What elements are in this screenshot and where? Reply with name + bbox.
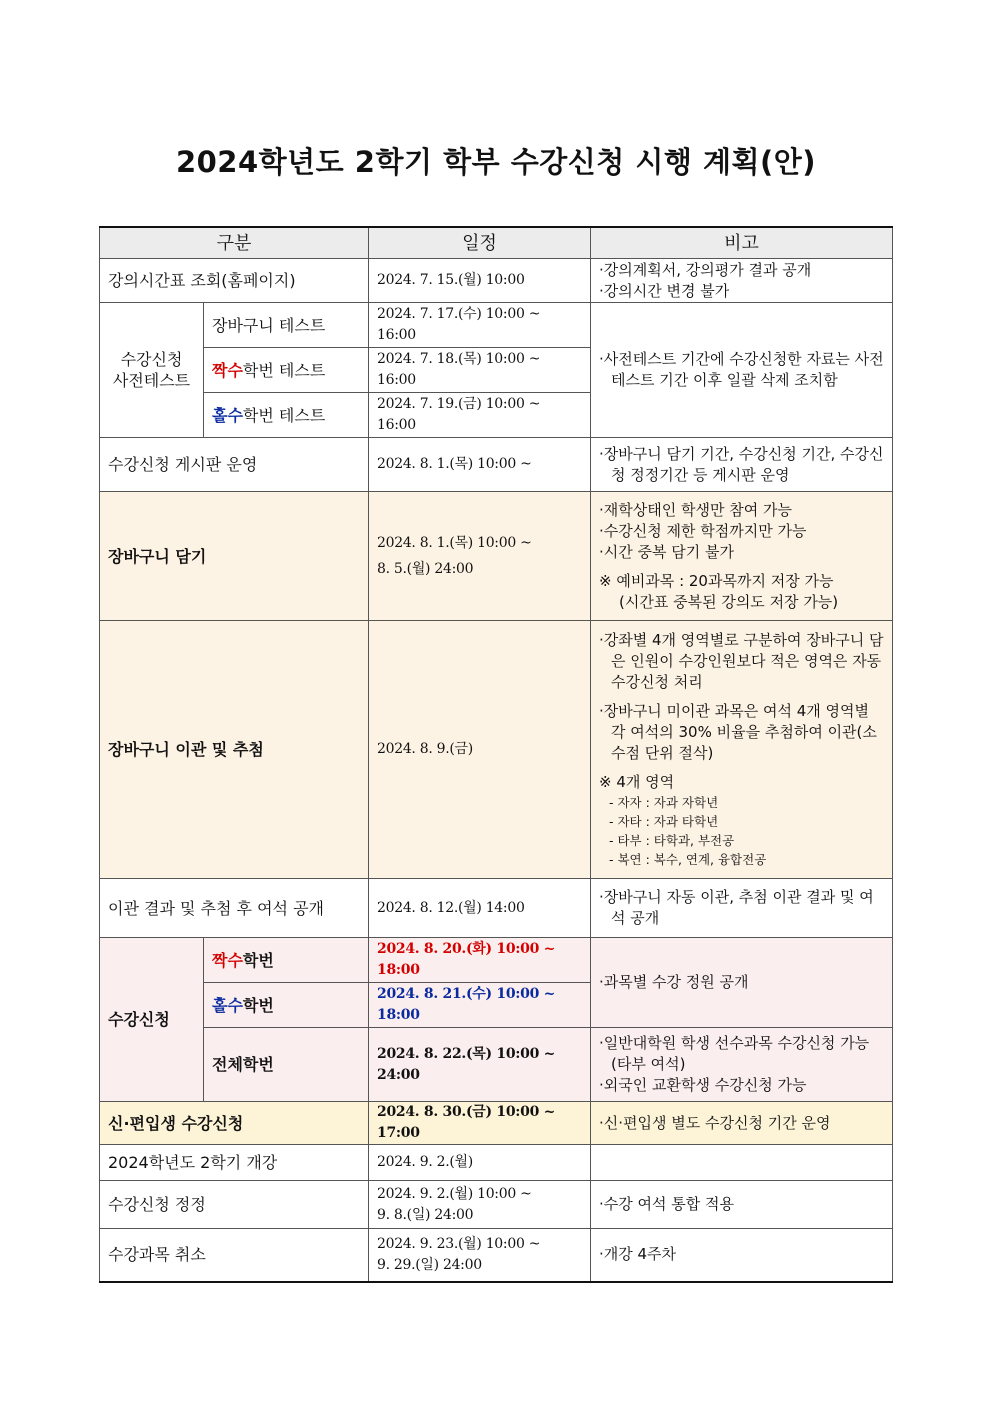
row-note bbox=[591, 621, 893, 879]
note-line: ·과목별 수강 정원 공개 bbox=[599, 973, 749, 991]
note-line: ·장바구니 자동 이관, 추첨 이관 결과 및 여석 공개 bbox=[599, 888, 874, 927]
row-label: 강의시간표 조회(홈페이지) bbox=[100, 259, 369, 303]
table-row bbox=[100, 1028, 893, 1102]
note-line: ·수강신청 제한 학점까지만 가능 bbox=[599, 521, 807, 540]
row-schedule: 2024. 8. 30.(금) 10:00 ~ 17:00 bbox=[369, 1102, 591, 1145]
table-row bbox=[100, 879, 893, 938]
row-label: 신·편입생 수강신청 bbox=[100, 1102, 369, 1145]
schedule-line: 9. 8.(일) 24:00 bbox=[377, 1206, 474, 1223]
note-line: ·일반대학원 학생 선수과목 수강신청 가능(타부 여석) bbox=[599, 1034, 870, 1073]
table-row bbox=[100, 1229, 893, 1282]
row-label: 장바구니 이관 및 추첨 bbox=[100, 621, 369, 879]
table-row bbox=[100, 938, 893, 983]
row-note bbox=[591, 879, 893, 938]
row-label: 2024학년도 2학기 개강 bbox=[100, 1145, 369, 1181]
header-note: 비고 bbox=[591, 227, 893, 259]
schedule-line: 2024. 9. 23.(월) 10:00 ~ bbox=[377, 1235, 541, 1252]
schedule-table bbox=[99, 226, 893, 1283]
row-note bbox=[591, 1229, 893, 1282]
row-label bbox=[204, 938, 369, 983]
row-label: 수강신청 게시판 운영 bbox=[100, 438, 369, 492]
table-row bbox=[100, 1181, 893, 1229]
remark-line: ※ 예비과목 : 20과목까지 저장 가능 bbox=[599, 571, 834, 590]
remark-line: ※ 4개 영역 bbox=[599, 773, 675, 791]
row-label: 수강과목 취소 bbox=[100, 1229, 369, 1282]
header-category: 구분 bbox=[100, 227, 369, 259]
row-label: 장바구니 담기 bbox=[100, 492, 369, 621]
area-line: - 복연 : 복수, 연계, 융합전공 bbox=[609, 852, 767, 867]
row-label bbox=[204, 393, 369, 438]
row-label: 장바구니 테스트 bbox=[204, 303, 369, 348]
table-row bbox=[100, 259, 893, 303]
row-schedule bbox=[369, 492, 591, 621]
group-label-pretest: 수강신청 사전테스트 bbox=[100, 303, 204, 438]
header-schedule: 일정 bbox=[369, 227, 591, 259]
row-note bbox=[591, 303, 893, 438]
area-line: - 자자 : 자과 자학년 bbox=[609, 795, 719, 810]
area-line: - 자타 : 자과 타학년 bbox=[609, 814, 719, 829]
row-schedule: 2024. 7. 15.(월) 10:00 bbox=[369, 259, 591, 303]
even-highlight: 짝수 bbox=[212, 950, 243, 970]
note-line: ·강의시간 변경 불가 bbox=[599, 281, 730, 300]
row-schedule: 2024. 7. 19.(금) 10:00 ~ 16:00 bbox=[369, 393, 591, 438]
note-line: ·시간 중복 담기 불가 bbox=[599, 542, 734, 561]
row-note bbox=[591, 492, 893, 621]
row-schedule: 2024. 8. 1.(목) 10:00 ~ bbox=[369, 438, 591, 492]
row-note bbox=[591, 1028, 893, 1102]
area-line: - 타부 : 타학과, 부전공 bbox=[609, 833, 735, 848]
schedule-line: 8. 5.(월) 24:00 bbox=[377, 560, 474, 577]
row-schedule bbox=[369, 1229, 591, 1282]
label-rest: 학번 테스트 bbox=[242, 405, 326, 425]
table-row bbox=[100, 1102, 893, 1145]
note-line: ·외국인 교환학생 수강신청 가능 bbox=[599, 1076, 807, 1094]
row-schedule: 2024. 8. 12.(월) 14:00 bbox=[369, 879, 591, 938]
row-note bbox=[591, 1181, 893, 1229]
table-row bbox=[100, 1145, 893, 1181]
row-label: 이관 결과 및 추첨 후 여석 공개 bbox=[100, 879, 369, 938]
schedule-line: 2024. 9. 2.(월) 10:00 ~ bbox=[377, 1185, 532, 1202]
row-label bbox=[204, 983, 369, 1028]
note-line: ·장바구니 미이관 과목은 여석 4개 영역별 각 여석의 30% 비율을 추첨하여 이관(소수점 단위 절삭) bbox=[599, 702, 877, 762]
row-label: 수강신청 정정 bbox=[100, 1181, 369, 1229]
table-row bbox=[100, 621, 893, 879]
table-row bbox=[100, 303, 893, 348]
table-header-row bbox=[100, 227, 893, 259]
note-line: ·장바구니 담기 기간, 수강신청 기간, 수강신청 정정기간 등 게시판 운영 bbox=[599, 444, 884, 484]
group-label-registration: 수강신청 bbox=[100, 938, 204, 1102]
even-highlight: 짝수 bbox=[212, 360, 243, 380]
label-rest: 학번 bbox=[242, 995, 274, 1015]
note-line: ·재학상태인 학생만 참여 가능 bbox=[599, 500, 792, 519]
row-note bbox=[591, 259, 893, 303]
row-note bbox=[591, 1145, 893, 1181]
row-label: 전체학번 bbox=[204, 1028, 369, 1102]
row-note bbox=[591, 1102, 893, 1145]
row-schedule: 2024. 8. 21.(수) 10:00 ~ 18:00 bbox=[369, 983, 591, 1028]
note-line: ·강좌별 4개 영역별로 구분하여 장바구니 담은 인원이 수강인원보다 적은 영역은 자동 수강신청 처리 bbox=[599, 631, 884, 691]
note-line: ·수강 여석 통합 적용 bbox=[599, 1195, 734, 1213]
row-note bbox=[591, 938, 893, 1028]
row-schedule bbox=[369, 1181, 591, 1229]
table-row bbox=[100, 438, 893, 492]
label-rest: 학번 bbox=[242, 950, 274, 970]
row-schedule: 2024. 8. 20.(화) 10:00 ~ 18:00 bbox=[369, 938, 591, 983]
note-line: ·강의계획서, 강의평가 결과 공개 bbox=[599, 260, 812, 279]
row-schedule: 2024. 9. 2.(월) bbox=[369, 1145, 591, 1181]
row-note bbox=[591, 438, 893, 492]
row-label bbox=[204, 348, 369, 393]
label-rest: 학번 테스트 bbox=[242, 360, 326, 380]
schedule-line: 2024. 8. 1.(목) 10:00 ~ bbox=[377, 534, 532, 551]
remark-line: (시간표 중복된 강의도 저장 가능) bbox=[619, 592, 839, 611]
row-schedule: 2024. 7. 18.(목) 10:00 ~ 16:00 bbox=[369, 348, 591, 393]
odd-highlight: 홀수 bbox=[212, 995, 243, 1015]
row-schedule: 2024. 8. 22.(목) 10:00 ~ 24:00 bbox=[369, 1028, 591, 1102]
note-line: ·개강 4주차 bbox=[599, 1245, 677, 1264]
page-title: 2024학년도 2학기 학부 수강신청 시행 계획(안) bbox=[175, 145, 817, 179]
odd-highlight: 홀수 bbox=[212, 405, 243, 425]
table-row bbox=[100, 492, 893, 621]
note-line: ·사전테스트 기간에 수강신청한 자료는 사전테스트 기간 이후 일괄 삭제 조치함 bbox=[599, 350, 884, 389]
note-line: ·신·편입생 별도 수강신청 기간 운영 bbox=[599, 1113, 831, 1132]
row-schedule: 2024. 7. 17.(수) 10:00 ~ 16:00 bbox=[369, 303, 591, 348]
schedule-line: 9. 29.(일) 24:00 bbox=[377, 1256, 482, 1273]
row-schedule: 2024. 8. 9.(금) bbox=[369, 621, 591, 879]
